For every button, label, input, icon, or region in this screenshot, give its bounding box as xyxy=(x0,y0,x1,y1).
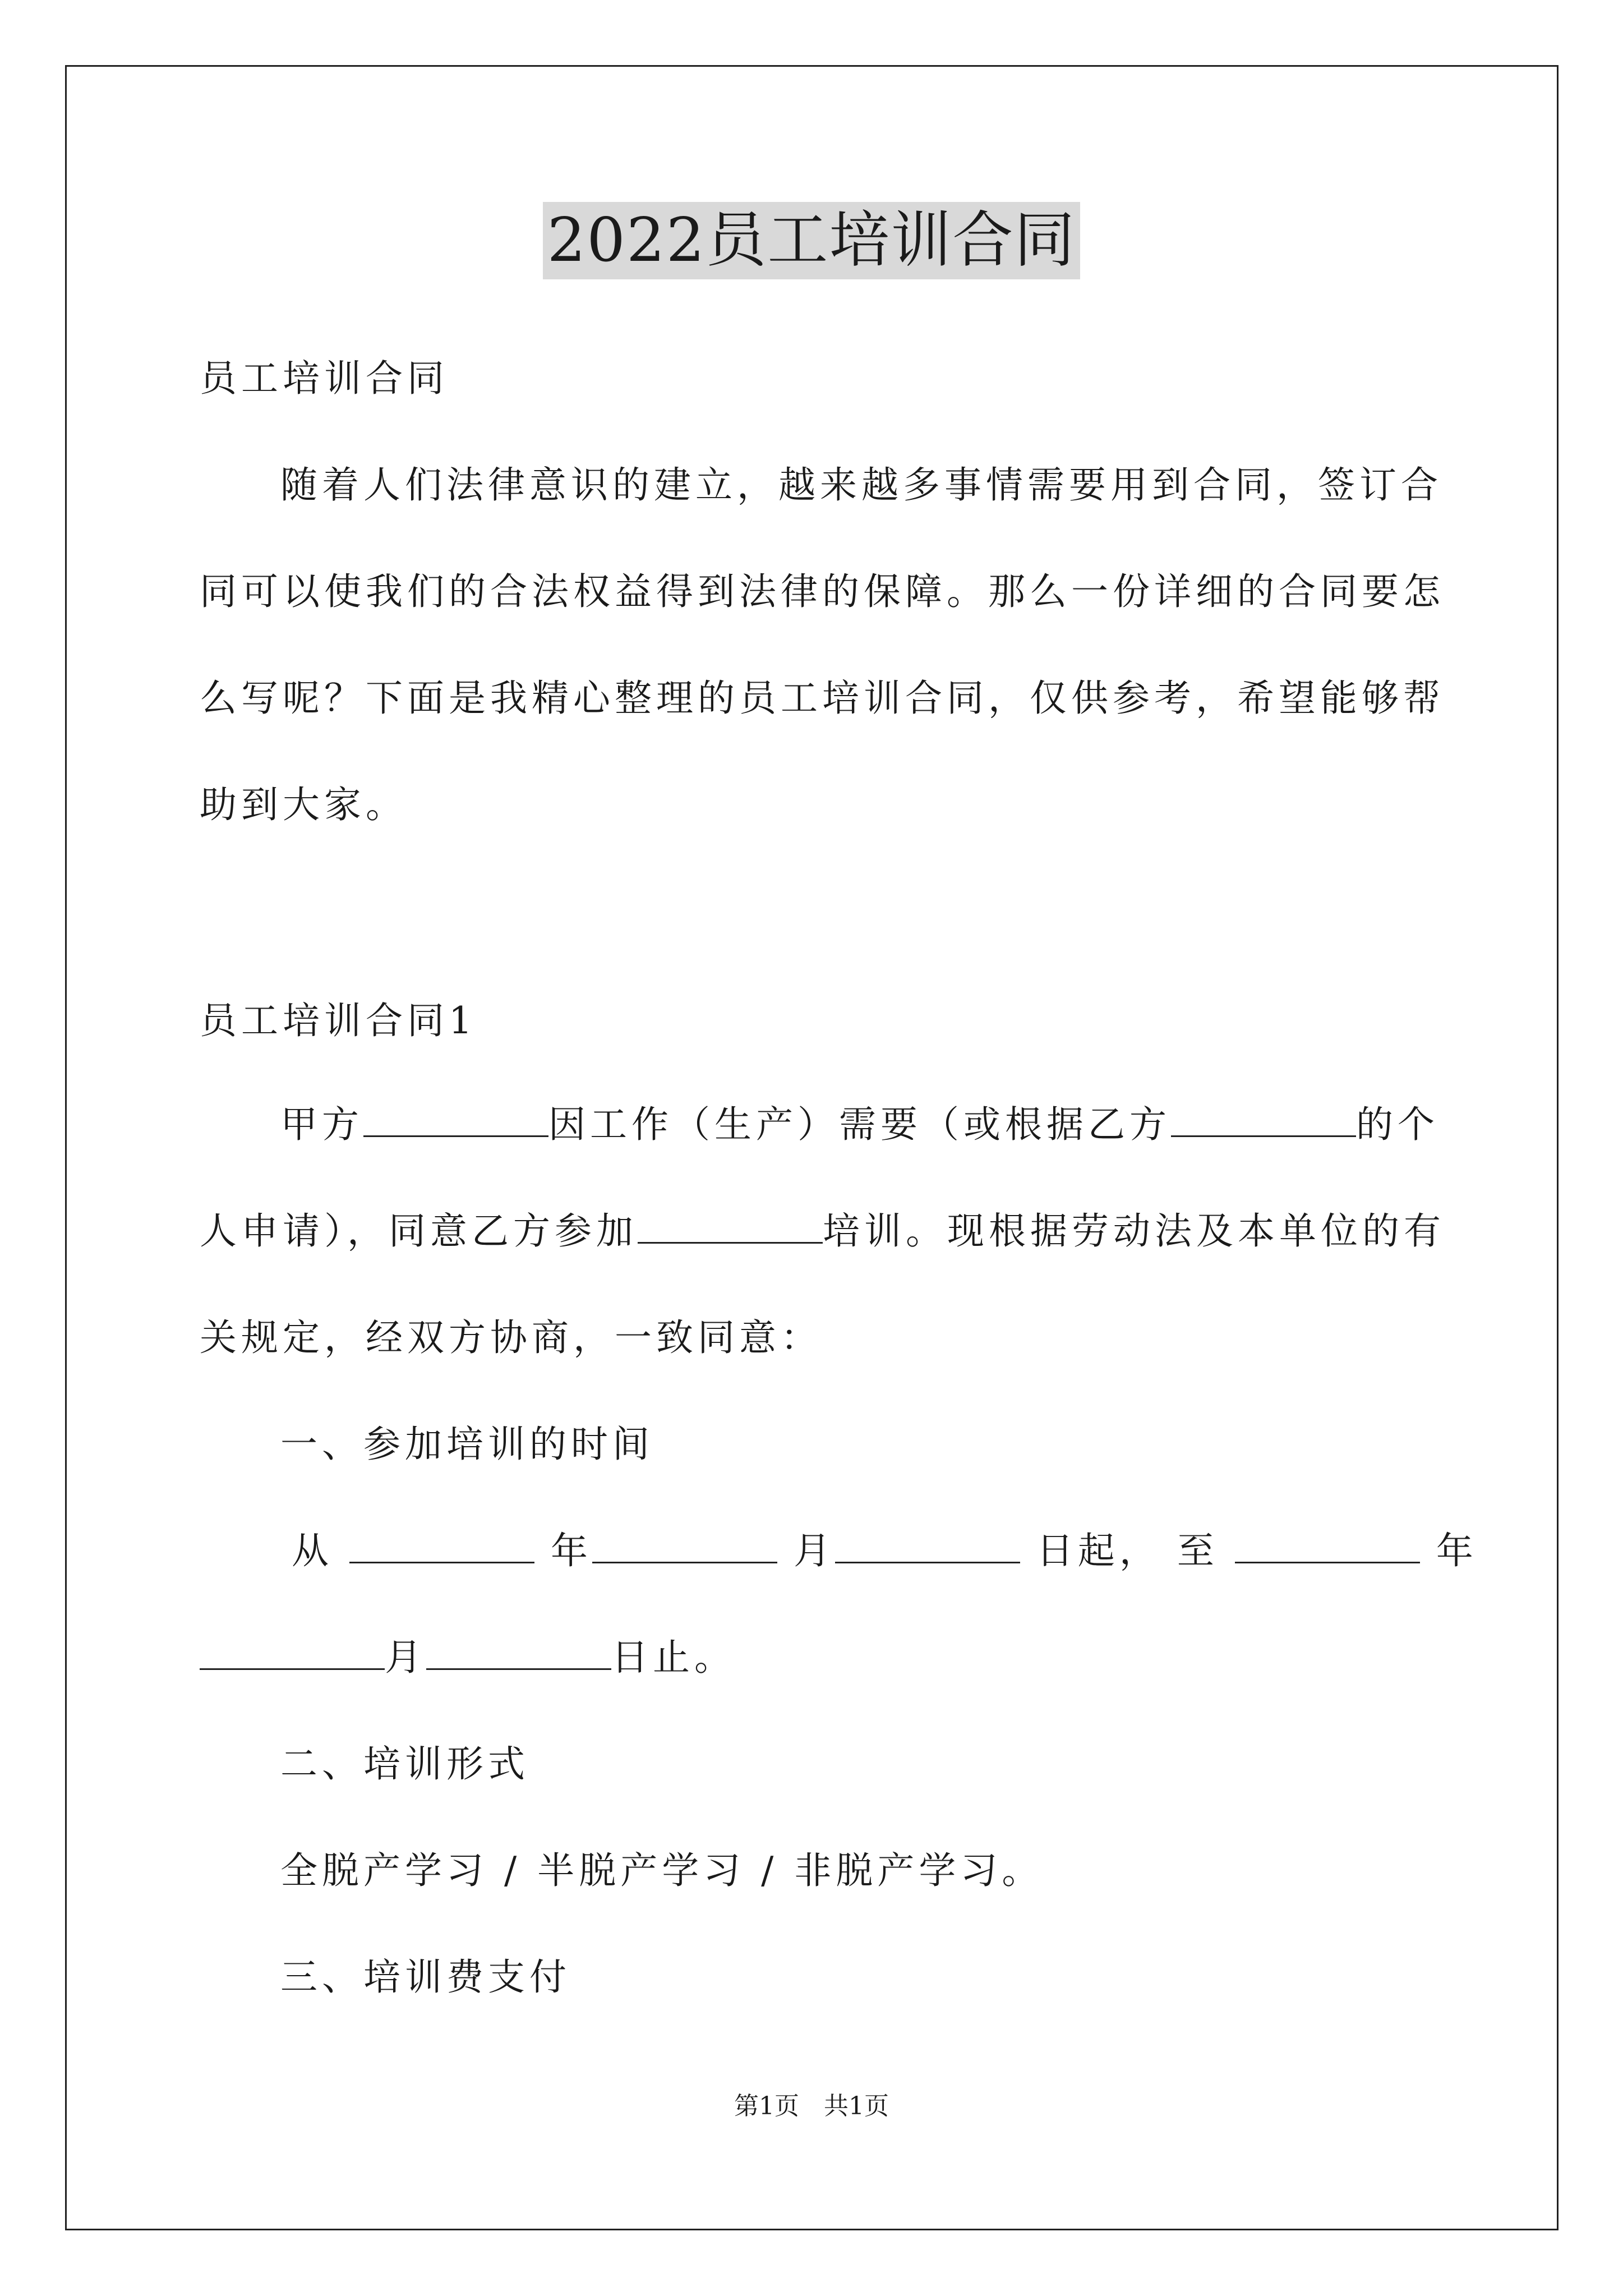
para1-seg1: 甲方 xyxy=(280,1103,363,1146)
section1-title: 一、参加培训的时间 xyxy=(280,1423,654,1466)
time-day-start: 日起， xyxy=(1036,1529,1161,1572)
time-line-1 xyxy=(292,1526,1478,1576)
time-month: 月 xyxy=(793,1529,835,1572)
time-year2: 年 xyxy=(1436,1529,1478,1572)
intro-heading: 员工培训合同 xyxy=(200,357,449,400)
para1-line-3: 关规定，经双方协商，一致同意： xyxy=(200,1316,822,1359)
blank-start-day[interactable] xyxy=(835,1527,1020,1563)
time-line-2 xyxy=(200,1632,1433,1683)
blank-party-a[interactable] xyxy=(363,1101,548,1137)
para1-seg2: 因工作（生产）需要（或根据乙方 xyxy=(548,1103,1171,1146)
blank-end-day[interactable] xyxy=(426,1634,611,1670)
blank-party-b[interactable] xyxy=(1171,1101,1356,1137)
contract-heading: 员工培训合同1 xyxy=(200,999,477,1042)
blank-end-month[interactable] xyxy=(200,1634,385,1670)
time-day-end: 日止。 xyxy=(611,1636,736,1679)
intro-line-4: 助到大家。 xyxy=(200,783,407,826)
time-month2: 月 xyxy=(385,1636,426,1679)
para1-seg4: 人申请），同意乙方参加 xyxy=(200,1209,638,1253)
blank-start-month[interactable] xyxy=(592,1527,777,1563)
intro-line-2: 同可以使我们的合法权益得到法律的保障。那么一份详细的合同要怎 xyxy=(200,570,1445,613)
intro-line-1: 随着人们法律意识的建立，越来越多事情需要用到合同，签订合 xyxy=(280,463,1442,507)
para1-seg5: 培训。现根据劳动法及本单位的有 xyxy=(823,1209,1445,1253)
page-footer: 第1页 共1页 xyxy=(734,2092,889,2120)
time-to: 至 xyxy=(1177,1529,1219,1572)
blank-end-year[interactable] xyxy=(1235,1527,1420,1563)
blank-start-year[interactable] xyxy=(349,1527,534,1563)
section2-title: 二、培训形式 xyxy=(280,1742,529,1786)
document-title: 2022员工培训合同 xyxy=(543,202,1081,279)
time-from: 从 xyxy=(292,1529,333,1572)
intro-line-3: 么写呢？下面是我精心整理的员工培训合同，仅供参考，希望能够帮 xyxy=(200,677,1445,720)
time-year: 年 xyxy=(550,1529,592,1572)
para1-seg3: 的个 xyxy=(1356,1103,1439,1146)
document-title-wrap xyxy=(0,202,1623,279)
para1-line-2 xyxy=(200,1206,1445,1257)
section3-title: 三、培训费支付 xyxy=(280,1955,571,1999)
blank-training[interactable] xyxy=(638,1207,823,1244)
para1-line-1 xyxy=(280,1099,1439,1150)
section2-body: 全脱产学习 / 半脱产学习 / 非脱产学习。 xyxy=(280,1849,1044,1892)
